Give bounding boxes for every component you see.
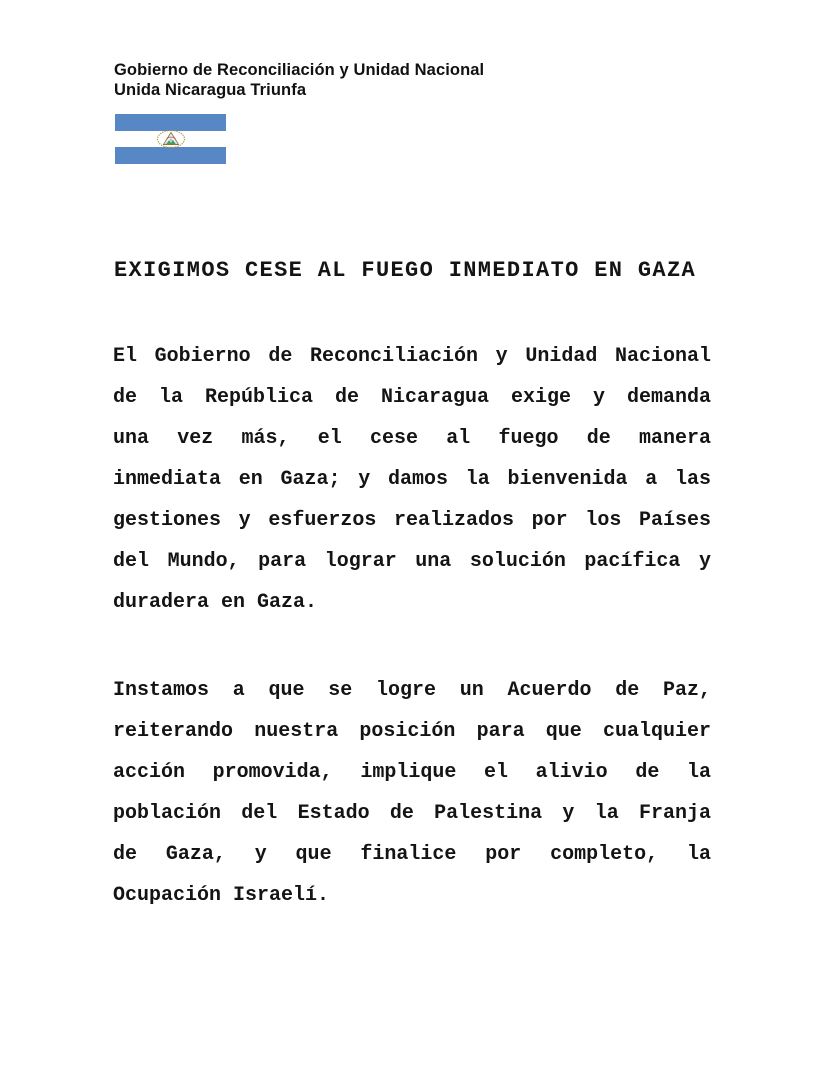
text-line: gestiones y esfuerzos realizados por los Países	[113, 509, 711, 532]
text-line: de Gaza, y que finalice por completo, la	[113, 843, 711, 866]
text-line: población del Estado de Palestina y la Franja	[113, 802, 711, 825]
paragraph-1	[113, 336, 711, 623]
letterhead-line-1: Gobierno de Reconciliación y Unidad Nacional	[114, 61, 485, 79]
text-line: reiterando nuestra posición para que cualquier	[113, 720, 711, 743]
nicaragua-coat-of-arms	[156, 129, 186, 149]
letterhead-line-2: Unida Nicaragua Triunfa	[114, 81, 307, 99]
text-line: Ocupación Israelí.	[113, 884, 330, 907]
text-line: El Gobierno de Reconciliación y Unidad Nacional	[113, 345, 711, 368]
flag-stripe-bottom	[115, 147, 226, 164]
text-line: del Mundo, para lograr una solución pacífica y	[113, 550, 711, 573]
paragraph-2	[113, 670, 711, 916]
text-line: de la República de Nicaragua exige y demanda	[113, 386, 711, 409]
text-line: una vez más, el cese al fuego de manera	[113, 427, 711, 450]
document-title: EXIGIMOS CESE AL FUEGO INMEDIATO EN GAZA	[114, 258, 697, 283]
text-line: acción promovida, implique el alivio de la	[113, 761, 711, 784]
text-line: duradera en Gaza.	[113, 591, 318, 614]
nicaragua-flag-icon	[115, 114, 226, 164]
text-line: inmediata en Gaza; y damos la bienvenida a las	[113, 468, 711, 491]
letterhead	[114, 60, 484, 100]
text-line: Instamos a que se logre un Acuerdo de Paz,	[113, 679, 711, 702]
